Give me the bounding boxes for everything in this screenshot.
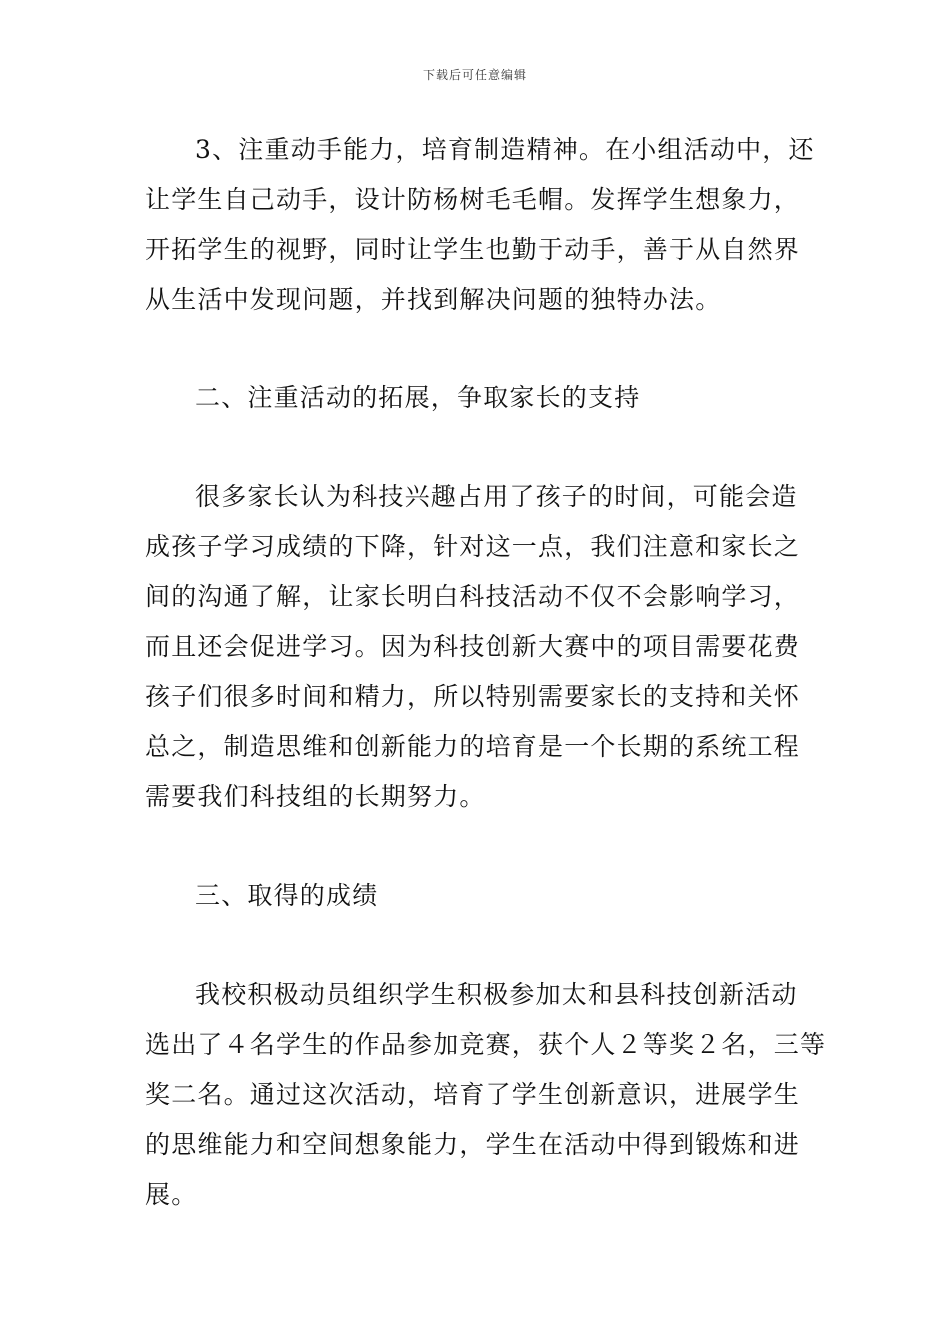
paragraph-line: 需要我们科技组的长期努力。 [145,782,486,811]
section-heading-3: 三、取得的成绩 [195,881,379,910]
paragraph-line: 的思维能力和空间想象能力，学生在活动中得到锻炼和进 [145,1130,801,1159]
paragraph-line: 总之，制造思维和创新能力的培育是一个长期的系统工程 [145,732,801,761]
paragraph-line: 奖二名。通过这次活动，培育了学生创新意识，进展学生 [145,1080,801,1109]
paragraph-line: 很多家长认为科技兴趣占用了孩子的时间，可能会造 [195,482,798,511]
paragraph-line: 展。 [145,1180,198,1209]
paragraph-line: 选出了４名学生的作品参加竞赛，获个人２等奖２名，三等 [145,1030,827,1059]
paragraph-line: 孩子们很多时间和精力，所以特别需要家长的支持和关怀 [145,682,801,711]
paragraph-line: 开拓学生的视野，同时让学生也勤于动手，善于从自然界 [145,235,801,264]
paragraph-line: 从生活中发现问题，并找到解决问题的独特办法。 [145,285,722,314]
paragraph-line: 3、注重动手能力，培育制造精神。在小组活动中，还 [195,135,815,164]
paragraph-line: 而且还会促进学习。因为科技创新大赛中的项目需要花费 [145,632,801,661]
page-header-note: 下载后可任意编辑 [422,68,527,82]
paragraph-line: 间的沟通了解，让家长明白科技活动不仅不会影响学习， [145,582,801,611]
paragraph-line: 让学生自己动手，设计防杨树毛毛帽。发挥学生想象力， [145,185,801,214]
paragraph-line: 我校积极动员组织学生积极参加太和县科技创新活动 [195,980,798,1009]
section-heading-2: 二、注重活动的拓展，争取家长的支持 [195,383,641,412]
paragraph-line: 成孩子学习成绩的下降，针对这一点，我们注意和家长之 [145,532,801,561]
